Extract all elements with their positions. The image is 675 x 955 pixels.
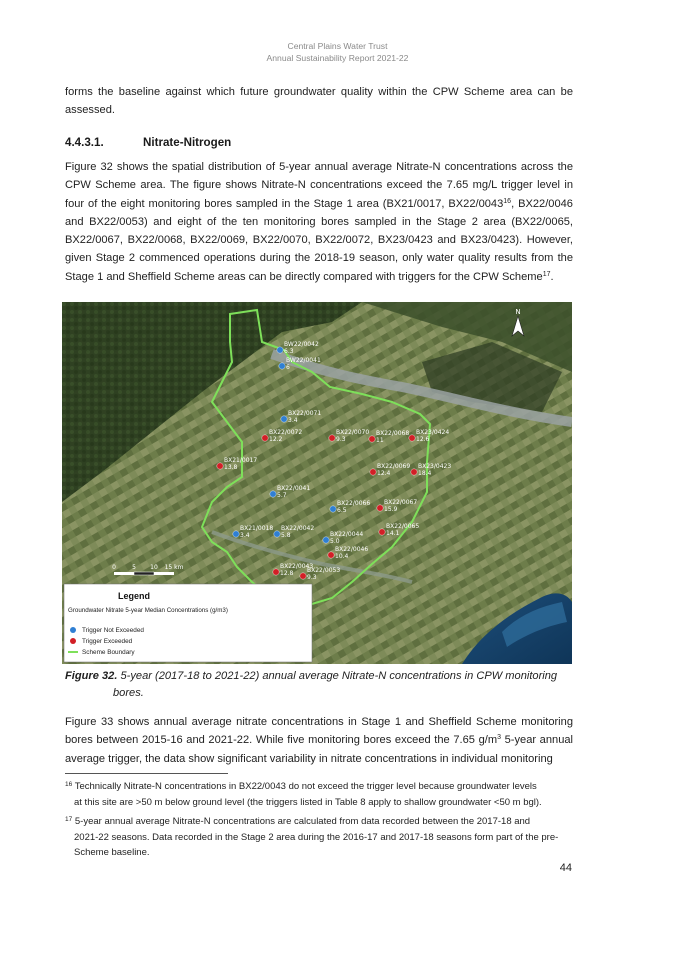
- bore-marker: [370, 469, 376, 475]
- nitrate-paragraph: [65, 158, 573, 286]
- bore-marker: [279, 363, 285, 369]
- bore-id-label: BX21/0018: [240, 525, 274, 532]
- bore-id-label: BX22/0072: [269, 429, 303, 436]
- bore-id-label: BX22/0071: [288, 410, 322, 417]
- intro-paragraph: forms the baseline against which future groundwater quality within the CPW Scheme area can be assessed.: [65, 86, 573, 117]
- bore-id-label: BX22/0042: [281, 525, 315, 532]
- caption-text-2: bores.: [113, 687, 144, 699]
- section-number: 4.4.3.1.: [65, 136, 104, 149]
- scale-label-5: 5: [132, 564, 136, 571]
- header-org: Central Plains Water Trust: [287, 41, 388, 51]
- section-title: Nitrate-Nitrogen: [143, 136, 232, 149]
- bore-value-label: 12.6: [416, 436, 430, 443]
- bore-marker: [277, 347, 283, 353]
- page-number: 44: [559, 862, 572, 874]
- scale-label-0: 0: [112, 564, 116, 571]
- bore-id-label: BX22/0066: [337, 500, 371, 507]
- bore-value-label: 5.7: [277, 492, 287, 499]
- section-heading: [65, 136, 231, 149]
- bore-value-label: 12.8: [280, 570, 294, 577]
- bore-value-label: 3.4: [240, 532, 250, 539]
- bore-marker: [369, 436, 375, 442]
- bore-value-label: 5.8: [281, 532, 291, 539]
- legend-boundary-label: Scheme Boundary: [82, 649, 135, 656]
- figure-label: Figure 32.: [65, 670, 118, 682]
- bore-id-label: BX22/0053: [307, 567, 341, 574]
- bore-value-label: 14.1: [386, 530, 400, 537]
- bore-id-label: BX22/0046: [335, 546, 369, 553]
- bore-marker: [379, 529, 385, 535]
- bore-value-label: 10.4: [335, 553, 349, 560]
- bore-marker: [273, 569, 279, 575]
- para2-text-b: 5-year annual average trigger, the data show significant variability in nitrate concentrations in individual monitoring: [65, 734, 573, 765]
- footnote-17: [65, 814, 573, 861]
- bore-value-label: 15.9: [384, 506, 398, 513]
- cubic-superscript: 3: [497, 734, 501, 742]
- bore-id-label: BX22/0068: [376, 430, 410, 437]
- bore-value-label: 13.8: [224, 464, 238, 471]
- legend-exceeded-swatch: [70, 638, 76, 644]
- figure33-paragraph: [65, 713, 573, 768]
- map-legend: [64, 584, 312, 662]
- footnote-17-number: 17: [65, 816, 73, 823]
- nitrate-map-figure: [62, 302, 572, 664]
- bore-marker: [411, 469, 417, 475]
- scale-label-15: 15 km: [164, 564, 184, 571]
- footnote-ref-16[interactable]: 16: [503, 197, 512, 205]
- bore-marker: [274, 531, 280, 537]
- bore-id-label: BX23/0423: [418, 463, 452, 470]
- bore-id-label: BX22/0041: [277, 485, 311, 492]
- bore-marker: [323, 537, 329, 543]
- footnote-17-line1: 5-year annual average Nitrate-N concentrations are calculated from data recorded between the 2017-18 and: [74, 816, 531, 827]
- legend-exceeded-label: Trigger Exceeded: [82, 638, 133, 645]
- bore-id-label: BX22/0043: [280, 563, 314, 570]
- para1-text-c: .: [550, 270, 554, 283]
- bore-marker: [262, 435, 268, 441]
- bore-marker: [377, 505, 383, 511]
- bore-value-label: 6.5: [337, 507, 347, 514]
- bore-marker: [330, 506, 336, 512]
- bore-value-label: 11: [376, 437, 384, 444]
- bore-marker: [409, 435, 415, 441]
- bore-marker: [328, 552, 334, 558]
- bore-id-label: BX22/0044: [330, 531, 364, 538]
- bore-id-label: BX22/0067: [384, 499, 418, 506]
- header-report: Annual Sustainability Report 2021-22: [266, 52, 409, 63]
- bore-marker: [233, 531, 239, 537]
- bore-id-label: BW22/0042: [284, 341, 319, 348]
- bore-value-label: 3.4: [288, 417, 298, 424]
- bore-marker: [281, 416, 287, 422]
- bore-value-label: 5.0: [330, 538, 340, 545]
- caption-text-1: 5-year (2017-18 to 2021-22) annual average Nitrate-N concentrations in CPW monitoring: [120, 670, 558, 682]
- bore-value-label: 6: [286, 364, 290, 371]
- running-header: [0, 41, 675, 64]
- para1-text-b: , BX22/0046 and BX22/0053) and eight of the ten monitoring bores sampled in the Stage 2 area (BX22/0065, BX22/0067, BX22/0068, BX22/0069, BX22/0070, BX22/0072, BX23/0423 and BX23/0423). However, given Stage 2 commenced operations during the 2018-19 season, only water quality results from the Stage 1 and Sheffield Scheme areas can be directly compared with triggers for the CPW Scheme: [65, 197, 573, 283]
- footnote-16-number: 16: [65, 781, 73, 788]
- footnote-16-line2: at this site are >50 m below ground level (the triggers listed in Table 8 apply to shallow groundwater <50 m bgl).: [74, 796, 542, 808]
- bore-id-label: BX21/0017: [224, 457, 258, 464]
- bore-marker: [217, 463, 223, 469]
- footnote-ref-17[interactable]: 17: [542, 270, 551, 278]
- para1-text-a: Figure 32 shows the spatial distribution of 5-year annual average Nitrate-N concentrations across the CPW Scheme area. The figure shows Nitrate-N concentrations exceed the 7.65 mg/L trigger level in four of the eight monitoring bores sampled in the Stage 1 area (BX21/0017, BX22/0043: [65, 161, 573, 210]
- bore-marker: [300, 573, 306, 579]
- bore-value-label: 12.2: [269, 436, 283, 443]
- footnote-16: [65, 779, 573, 810]
- figure-caption: [65, 668, 573, 702]
- footnote-16-line1: Technically Nitrate-N concentrations in BX22/0043 do not exceed the trigger level because groundwater levels: [74, 781, 537, 792]
- bore-id-label: BX22/0069: [377, 463, 411, 470]
- legend-subtitle: Groundwater Nitrate 5-year Median Concentrations (g/m3): [68, 607, 228, 614]
- north-label: N: [515, 308, 521, 316]
- footnote-17-line2: 2021-22 seasons. Data recorded in the Stage 2 area during the 2016-17 and 2017-18 seasons form part of the pre-Scheme baseline.: [74, 831, 559, 858]
- legend-not-exceeded-swatch: [70, 627, 76, 633]
- bore-value-label: 9.3: [307, 574, 317, 581]
- bore-id-label: BX22/0065: [386, 523, 420, 530]
- bore-value-label: 12.4: [377, 470, 391, 477]
- bore-id-label: BX22/0070: [336, 429, 370, 436]
- bore-id-label: BW22/0041: [286, 357, 321, 364]
- scale-label-10: 10: [150, 564, 158, 571]
- legend-title: Legend: [118, 591, 151, 601]
- legend-not-exceeded-label: Trigger Not Exceeded: [82, 627, 144, 634]
- bore-value-label: 18.4: [418, 470, 432, 477]
- bore-marker: [270, 491, 276, 497]
- bore-marker: [329, 435, 335, 441]
- bore-value-label: 9.3: [336, 436, 346, 443]
- bore-id-label: BX23/0424: [416, 429, 450, 436]
- para2-text-a: Figure 33 shows annual average nitrate concentrations in Stage 1 and Sheffield Scheme monitoring bores between 2015-16 and 2021-22. While five monitoring bores exceed the 7.65 g/m: [65, 716, 573, 747]
- footnote-rule: [65, 773, 228, 774]
- bore-value-label: 6.3: [284, 348, 294, 355]
